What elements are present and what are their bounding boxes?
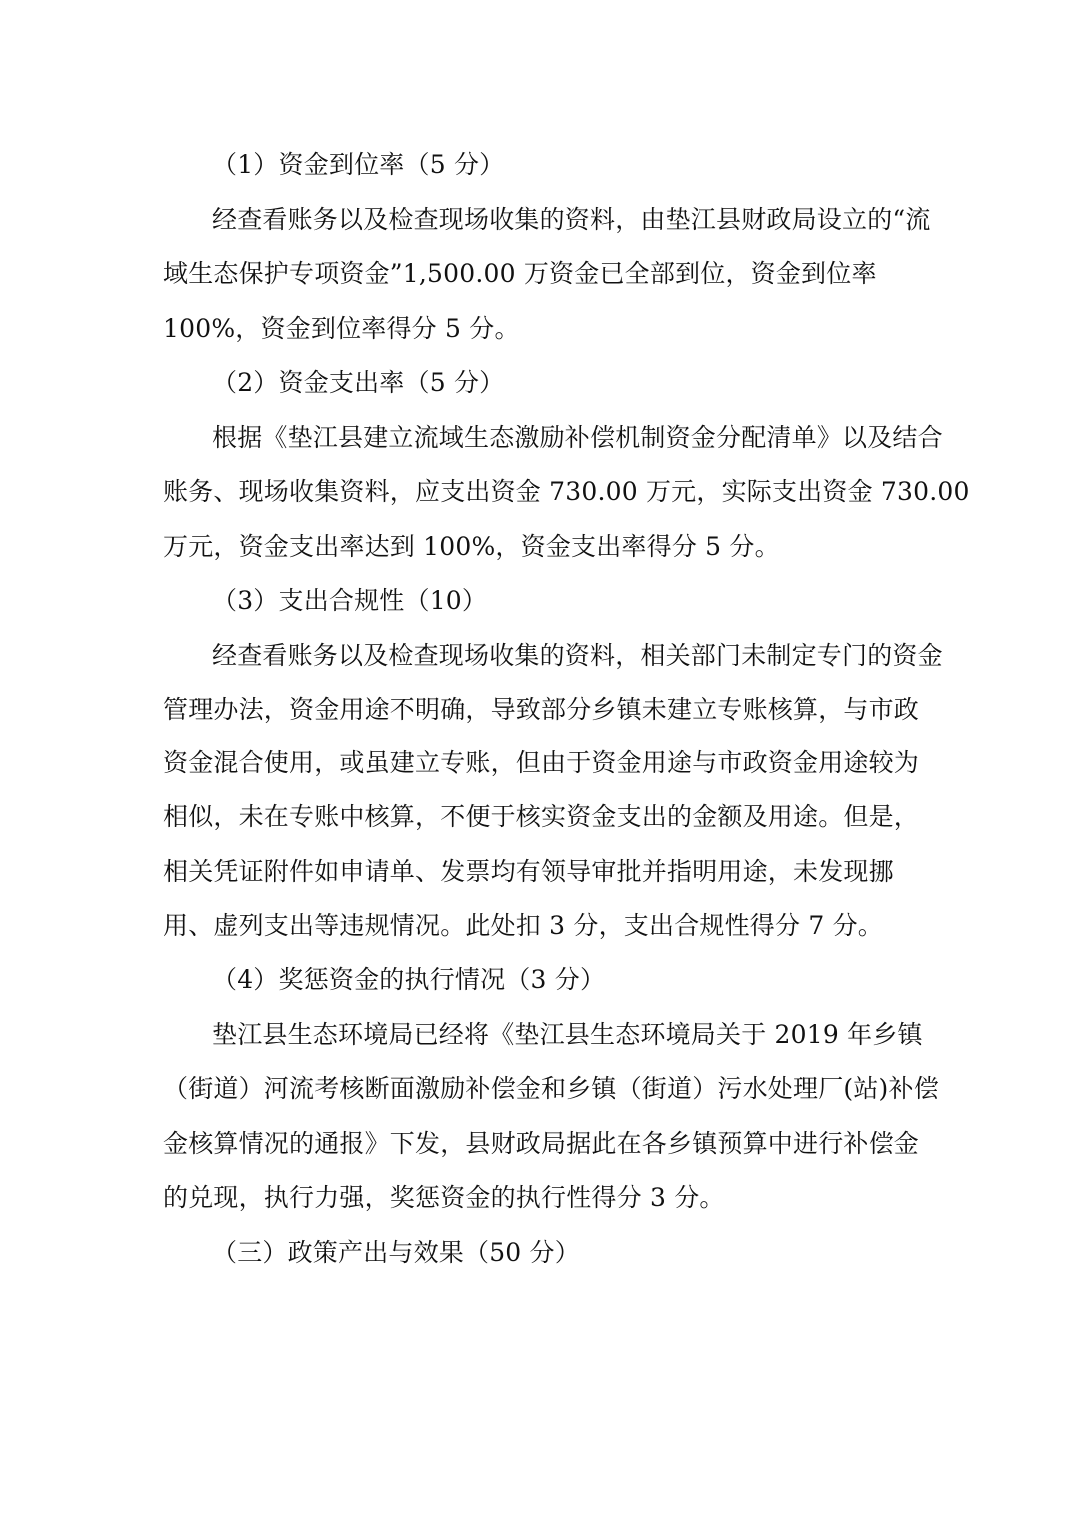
heading-fund-arrival-rate: （1）资金到位率（5 分）: [212, 150, 505, 179]
paragraph-line: 100%，资金到位率得分 5 分。: [163, 314, 520, 343]
paragraph-line: 的兑现，执行力强，奖惩资金的执行性得分 3 分。: [163, 1183, 725, 1212]
paragraph-line: 相关凭证附件如申请单、发票均有领导审批并指明用途，未发现挪: [163, 857, 894, 886]
paragraph-line: （街道）河流考核断面激励补偿金和乡镇（街道）污水处理厂(站)补偿: [163, 1074, 939, 1103]
paragraph-line: 域生态保护专项资金”1,500.00 万资金已全部到位，资金到位率: [163, 259, 877, 288]
paragraph-line: 根据《垫江县建立流域生态激励补偿机制资金分配清单》以及结合: [212, 423, 943, 452]
paragraph-line: 账务、现场收集资料，应支出资金 730.00 万元，实际支出资金 730.00: [163, 477, 970, 506]
heading-reward-penalty-execution: （4）奖惩资金的执行情况（3 分）: [212, 965, 606, 994]
heading-fund-expenditure-rate: （2）资金支出率（5 分）: [212, 368, 505, 397]
paragraph-line: 管理办法，资金用途不明确，导致部分乡镇未建立专账核算，与市政: [163, 695, 920, 724]
paragraph-line: 资金混合使用，或虽建立专账，但由于资金用途与市政资金用途较为: [163, 748, 920, 777]
paragraph-line: 垫江县生态环境局已经将《垫江县生态环境局关于 2019 年乡镇: [212, 1020, 923, 1049]
paragraph-line: 用、虚列支出等违规情况。此处扣 3 分，支出合规性得分 7 分。: [163, 911, 884, 940]
paragraph-line: 相似，未在专账中核算，不便于核实资金支出的金额及用途。但是，: [163, 802, 920, 831]
paragraph-line: 经查看账务以及检查现场收集的资料，相关部门未制定专门的资金: [212, 641, 943, 670]
paragraph-line: 金核算情况的通报》下发，县财政局据此在各乡镇预算中进行补偿金: [163, 1129, 920, 1158]
heading-policy-output-effect: （三）政策产出与效果（50 分）: [212, 1238, 580, 1267]
paragraph-line: 经查看账务以及检查现场收集的资料，由垫江县财政局设立的“流: [212, 205, 931, 234]
heading-expenditure-compliance: （3）支出合规性（10）: [212, 586, 488, 615]
paragraph-line: 万元，资金支出率达到 100%，资金支出率得分 5 分。: [163, 532, 780, 561]
